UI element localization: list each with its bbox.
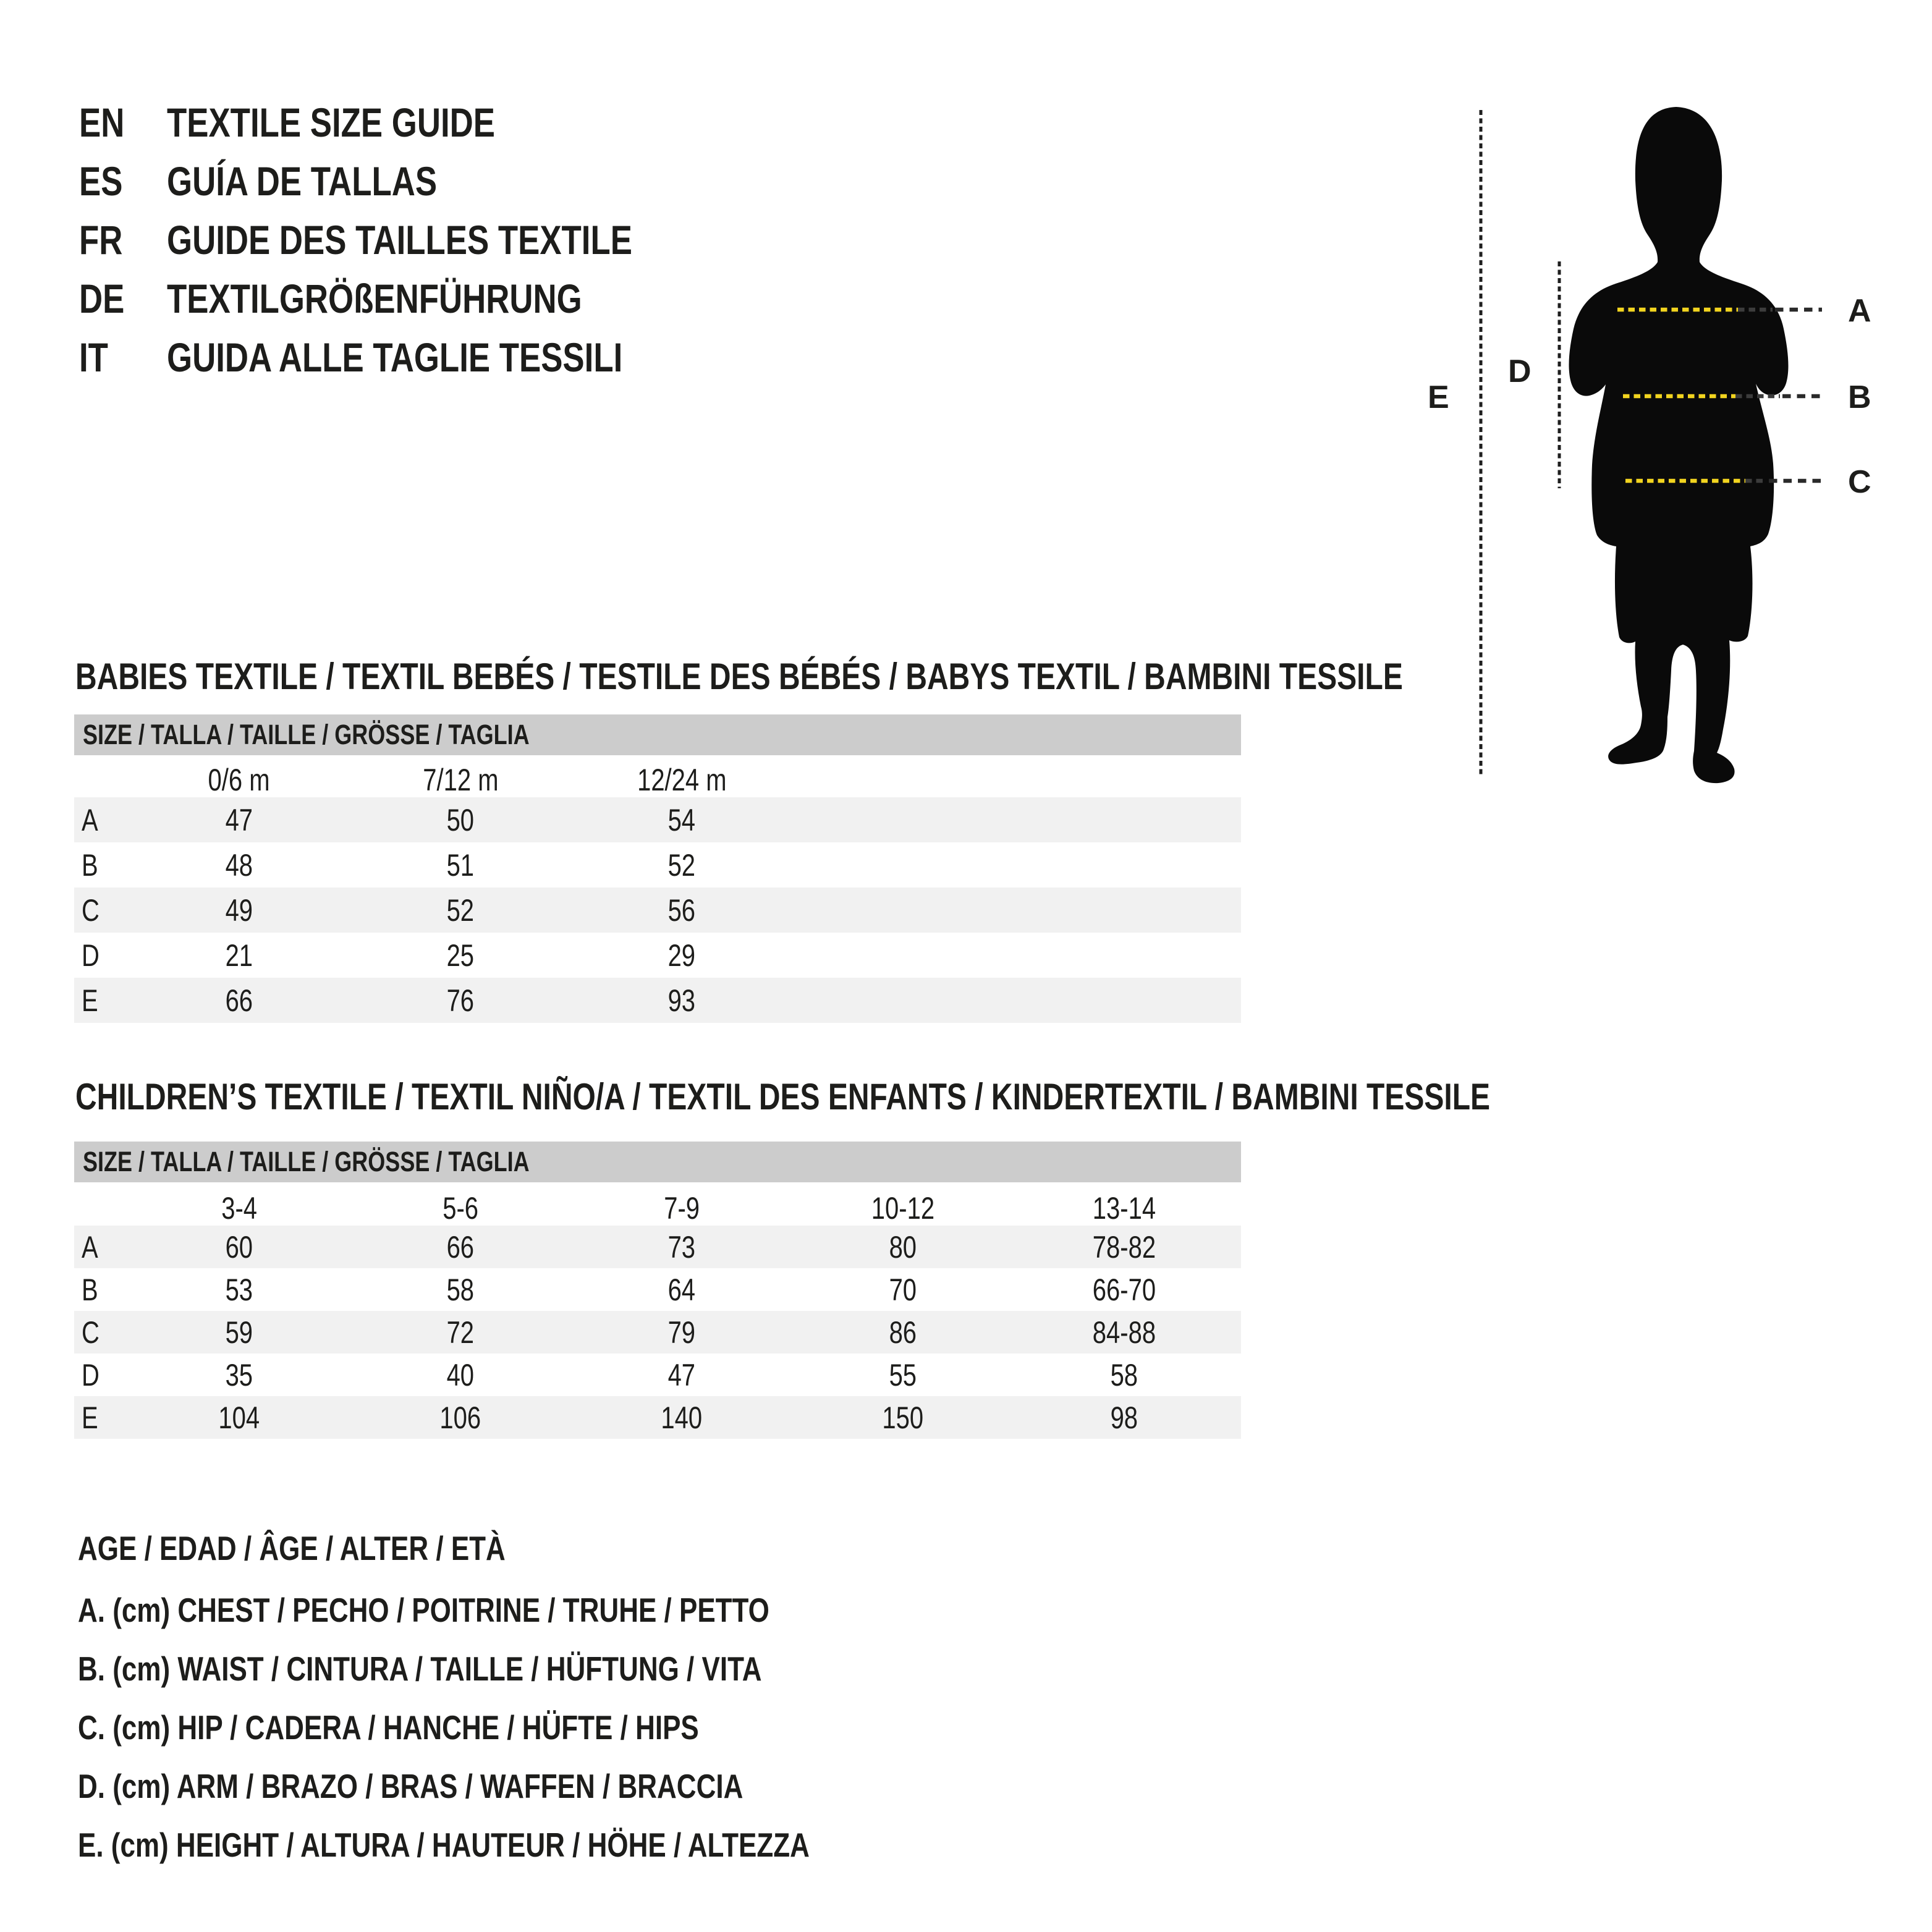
legend-age: AGE / EDAD / ÂGE / ALTER / ETÀ — [78, 1529, 506, 1567]
table-cell: 80 — [889, 1229, 917, 1265]
table-row — [74, 1226, 1241, 1268]
row-label: A — [82, 802, 98, 837]
guide-title-fr: GUIDE DES TAILLES TEXTILE — [167, 217, 632, 263]
table-cell: 58 — [1110, 1357, 1138, 1392]
column-header: 7-9 — [664, 1191, 700, 1226]
column-header: 10-12 — [871, 1191, 935, 1226]
babies-size-header-bar — [74, 714, 1241, 755]
row-label: C — [82, 892, 100, 928]
table-row — [74, 1396, 1241, 1439]
table-cell: 106 — [439, 1400, 481, 1435]
table-cell: 54 — [667, 802, 696, 837]
language-row — [79, 101, 577, 144]
language-code: IT — [79, 334, 108, 380]
figure-label-a: A — [1848, 293, 1871, 329]
figure-label-e: E — [1428, 379, 1449, 415]
table-cell: 47 — [667, 1357, 696, 1392]
table-row — [74, 1354, 1241, 1396]
table-cell: 78-82 — [1092, 1229, 1156, 1265]
row-label: E — [82, 983, 98, 1018]
table-cell: 98 — [1110, 1400, 1138, 1435]
table-cell: 51 — [446, 847, 475, 883]
table-row — [74, 933, 1241, 978]
column-header: 3-4 — [221, 1191, 257, 1226]
children-section-title: CHILDREN’S TEXTILE / TEXTIL NIÑO/A / TEXTIL DES ENFANTS / KINDERTEXTIL / BAMBINI TESSILE — [75, 1076, 1491, 1117]
column-header: 13-14 — [1092, 1191, 1156, 1226]
table-cell: 84-88 — [1092, 1315, 1156, 1350]
legend-hip: C. (cm) HIP / CADERA / HANCHE / HÜFTE / HIPS — [78, 1708, 699, 1747]
table-cell: 49 — [225, 892, 253, 928]
legend-height: E. (cm) HEIGHT / ALTURA / HAUTEUR / HÖHE / ALTEZZA — [78, 1826, 810, 1864]
babies-column-header-row — [74, 763, 1241, 797]
column-header: 7/12 m — [422, 763, 499, 797]
table-cell: 48 — [225, 847, 253, 883]
table-cell: 86 — [889, 1315, 917, 1350]
table-cell: 58 — [446, 1272, 475, 1307]
table-cell: 52 — [667, 847, 696, 883]
column-header: 12/24 m — [637, 763, 727, 797]
row-label: A — [82, 1229, 98, 1265]
guide-title-de: TEXTILGRÖßENFÜHRUNG — [167, 276, 582, 321]
language-row — [79, 159, 504, 203]
table-row — [74, 797, 1241, 842]
row-label: D — [82, 938, 100, 973]
figure-label-d: D — [1508, 354, 1532, 389]
table-row — [74, 1268, 1241, 1311]
column-header: 0/6 m — [208, 763, 271, 797]
row-label: C — [82, 1315, 100, 1350]
table-cell: 150 — [882, 1400, 924, 1435]
guide-title-en: TEXTILE SIZE GUIDE — [167, 100, 495, 145]
table-cell: 59 — [225, 1315, 253, 1350]
table-cell: 70 — [889, 1272, 917, 1307]
table-row — [74, 1311, 1241, 1354]
language-code: EN — [79, 100, 125, 145]
language-row — [79, 218, 748, 261]
legend-waist: B. (cm) WAIST / CINTURA / TAILLE / HÜFTUNG / VITA — [78, 1650, 762, 1688]
table-cell: 60 — [225, 1229, 253, 1265]
language-code: DE — [79, 276, 125, 321]
language-row — [79, 277, 686, 320]
table-cell: 140 — [661, 1400, 703, 1435]
figure-label-b: B — [1848, 379, 1871, 415]
column-header: 5-6 — [443, 1191, 478, 1226]
legend-arm: D. (cm) ARM / BRAZO / BRAS / WAFFEN / BRACCIA — [78, 1767, 744, 1805]
table-cell: 47 — [225, 802, 253, 837]
guide-title-es: GUÍA DE TALLAS — [167, 158, 438, 204]
table-cell: 29 — [667, 938, 696, 973]
children-size-table — [74, 1191, 1241, 1439]
table-cell: 66 — [225, 983, 253, 1018]
table-cell: 64 — [667, 1272, 696, 1307]
table-cell: 50 — [446, 802, 475, 837]
table-cell: 66 — [446, 1229, 475, 1265]
children-size-header-bar — [74, 1142, 1241, 1182]
table-cell: 52 — [446, 892, 475, 928]
language-code: ES — [79, 158, 123, 204]
table-cell: 93 — [667, 983, 696, 1018]
table-cell: 53 — [225, 1272, 253, 1307]
table-cell: 104 — [218, 1400, 260, 1435]
row-label: B — [82, 1272, 98, 1307]
language-row — [79, 336, 737, 379]
row-label: E — [82, 1400, 98, 1435]
measurement-figure — [1360, 87, 1932, 828]
legend-chest: A. (cm) CHEST / PECHO / POITRINE / TRUHE / PETTO — [78, 1591, 769, 1629]
table-cell: 25 — [446, 938, 475, 973]
table-cell: 73 — [667, 1229, 696, 1265]
children-size-header-text: SIZE / TALLA / TAILLE / GRÖSSE / TAGLIA — [83, 1146, 530, 1177]
babies-size-header-text: SIZE / TALLA / TAILLE / GRÖSSE / TAGLIA — [83, 719, 530, 750]
babies-size-table — [74, 763, 1241, 1023]
table-cell: 56 — [667, 892, 696, 928]
table-row — [74, 842, 1241, 888]
table-cell: 55 — [889, 1357, 917, 1392]
table-cell: 76 — [446, 983, 475, 1018]
babies-section-title: BABIES TEXTILE / TEXTIL BEBÉS / TESTILE DES BÉBÉS / BABYS TEXTIL / BAMBINI TESSILE — [75, 656, 1403, 697]
table-cell: 66-70 — [1092, 1272, 1156, 1307]
table-row — [74, 978, 1241, 1023]
row-label: D — [82, 1357, 100, 1392]
language-code: FR — [79, 217, 123, 263]
table-cell: 21 — [225, 938, 253, 973]
guide-title-it: GUIDA ALLE TAGLIE TESSILI — [167, 334, 623, 380]
row-label: B — [82, 847, 98, 883]
table-cell: 40 — [446, 1357, 475, 1392]
figure-label-c: C — [1848, 464, 1871, 500]
table-cell: 72 — [446, 1315, 475, 1350]
children-column-header-row — [74, 1191, 1241, 1226]
table-row — [74, 888, 1241, 933]
table-cell: 35 — [225, 1357, 253, 1392]
table-cell: 79 — [667, 1315, 696, 1350]
